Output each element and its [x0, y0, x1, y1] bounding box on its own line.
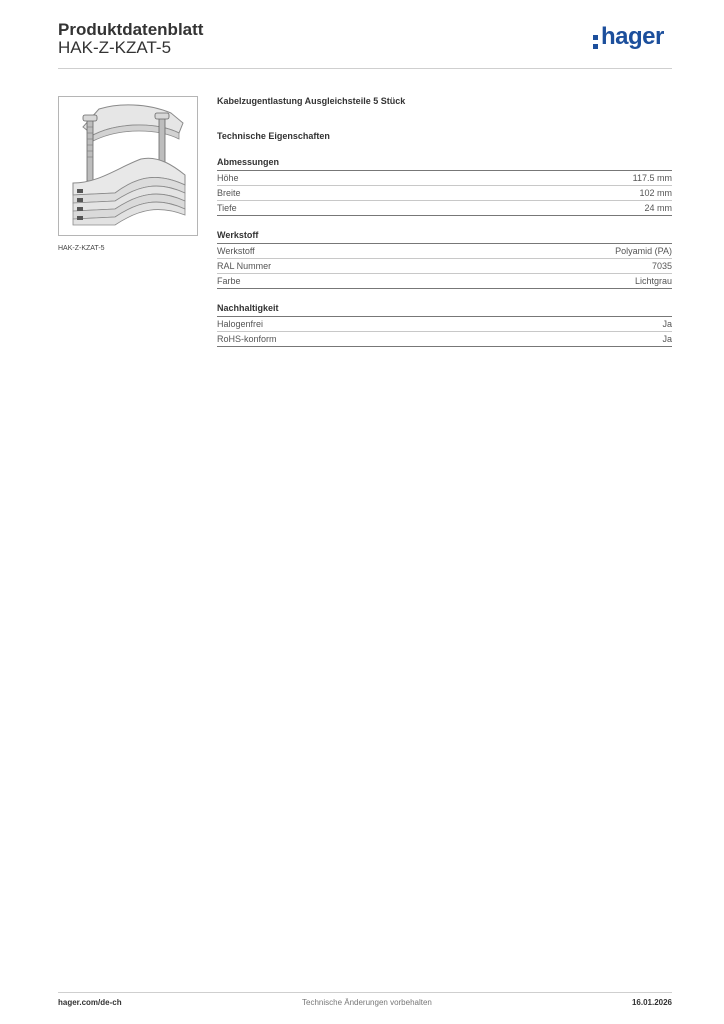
row-value: Polyamid (PA): [615, 246, 672, 256]
group-title: Abmessungen: [217, 157, 672, 171]
footer-notice: Technische Änderungen vorbehalten: [302, 998, 432, 1007]
group-abmessungen: [217, 157, 672, 216]
group-title: Nachhaltigkeit: [217, 303, 672, 317]
hager-logo[interactable]: [592, 23, 674, 56]
cable-clamp-illustration: [59, 97, 197, 235]
row-label: Tiefe: [217, 203, 237, 213]
row-value: 117.5 mm: [632, 173, 672, 183]
row-label: Höhe: [217, 173, 239, 183]
table-row: [217, 317, 672, 332]
footer-date: 16.01.2026: [631, 998, 672, 1007]
row-label: RAL Nummer: [217, 261, 272, 271]
row-label: Breite: [217, 188, 241, 198]
product-code: HAK-Z-KZAT-5: [58, 38, 172, 57]
group-title: Werkstoff: [217, 230, 672, 244]
row-value: Ja: [662, 319, 672, 329]
row-value: 7035: [651, 261, 672, 271]
image-caption: HAK-Z-KZAT-5: [58, 245, 105, 252]
section-heading: Technische Eigenschaften: [217, 131, 330, 141]
group-nachhaltigkeit: [217, 303, 672, 347]
row-value: Lichtgrau: [634, 276, 672, 286]
footer-divider: [58, 992, 672, 993]
table-row: [217, 259, 672, 274]
product-image: [58, 96, 198, 236]
table-row: [217, 171, 672, 186]
group-werkstoff: [217, 230, 672, 289]
row-value: 24 mm: [644, 203, 672, 213]
header-divider: [58, 68, 672, 69]
table-row: [217, 201, 672, 216]
logo-dots-icon: [593, 35, 598, 53]
table-row: [217, 186, 672, 201]
row-label: RoHS-konform: [217, 334, 277, 344]
product-name: Kabelzugentlastung Ausgleichsteile 5 Stück: [217, 96, 406, 106]
row-label: Halogenfrei: [217, 319, 264, 329]
footer-website-link[interactable]: hager.com/de-ch: [58, 998, 122, 1007]
table-row: [217, 244, 672, 259]
product-details: [217, 96, 672, 347]
table-row: [217, 274, 672, 289]
row-label: Farbe: [217, 276, 241, 286]
row-value: 102 mm: [639, 188, 672, 198]
page-title: Produktdatenblatt: [58, 20, 204, 39]
row-label: Werkstoff: [217, 246, 255, 256]
row-value: Ja: [662, 334, 672, 344]
logo-text: hager: [601, 23, 664, 50]
table-row: [217, 332, 672, 347]
